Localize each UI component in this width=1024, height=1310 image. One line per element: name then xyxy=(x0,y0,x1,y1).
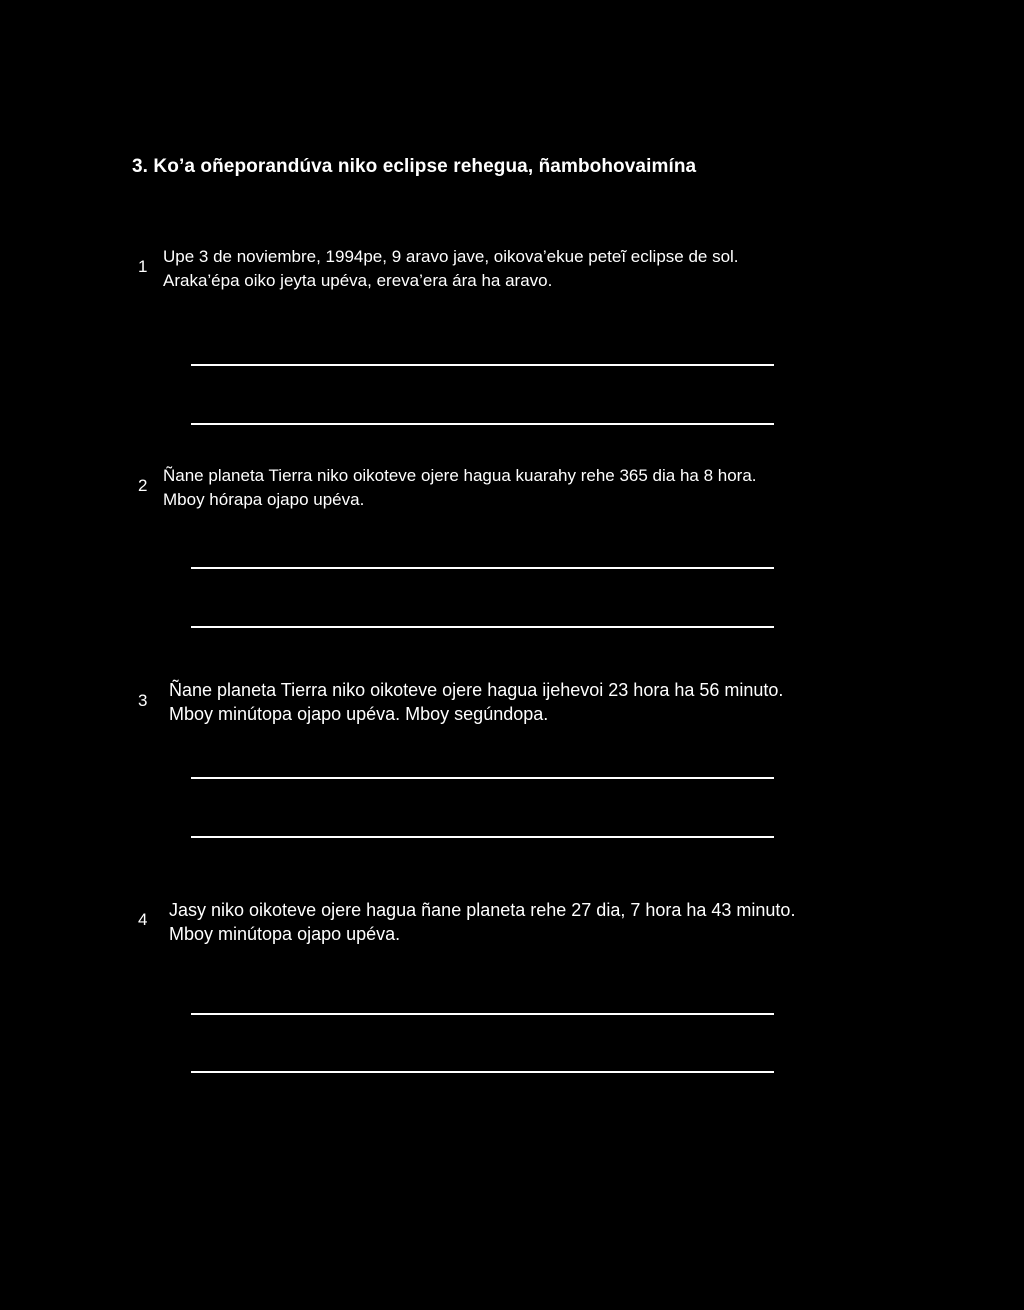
question-number: 1 xyxy=(138,257,148,276)
question-text xyxy=(163,464,757,512)
question-number: 3 xyxy=(138,691,148,710)
answer-line[interactable] xyxy=(191,1013,774,1015)
question-line: Mboy minútopa ojapo upéva. Mboy segúndopa. xyxy=(169,704,549,724)
question-line: Mboy minútopa ojapo upéva. xyxy=(169,924,401,944)
question-line: Jasy niko oikoteve ojere hagua ñane planeta rehe 27 dia, 7 hora ha 43 minuto. xyxy=(169,900,796,920)
question-line: Ñane planeta Tierra niko oikoteve ojere hagua kuarahy rehe 365 dia ha 8 hora. xyxy=(163,466,757,485)
answer-line[interactable] xyxy=(191,1071,774,1073)
answer-line[interactable] xyxy=(191,777,774,779)
answer-line[interactable] xyxy=(191,423,774,425)
answer-line[interactable] xyxy=(191,836,774,838)
worksheet-title: 3. Ko’a oñeporandúva niko eclipse rehegua, ñambohovaimína xyxy=(132,156,697,177)
question-text xyxy=(169,898,795,946)
question-line: Araka’épa oiko jeyta upéva, ereva’era ára ha aravo. xyxy=(163,271,553,290)
question-number: 4 xyxy=(138,910,148,929)
answer-line[interactable] xyxy=(191,567,774,569)
question-line: Mboy hórapa ojapo upéva. xyxy=(163,490,365,509)
question-text xyxy=(163,245,739,293)
answer-line[interactable] xyxy=(191,626,774,628)
question-line: Upe 3 de noviembre, 1994pe, 9 aravo jave, oikova’ekue peteĩ eclipse de sol. xyxy=(163,247,739,266)
answer-line[interactable] xyxy=(191,364,774,366)
question-line: Ñane planeta Tierra niko oikoteve ojere hagua ijehevoi 23 hora ha 56 minuto. xyxy=(169,680,784,700)
question-number: 2 xyxy=(138,476,148,495)
question-text xyxy=(169,678,783,726)
